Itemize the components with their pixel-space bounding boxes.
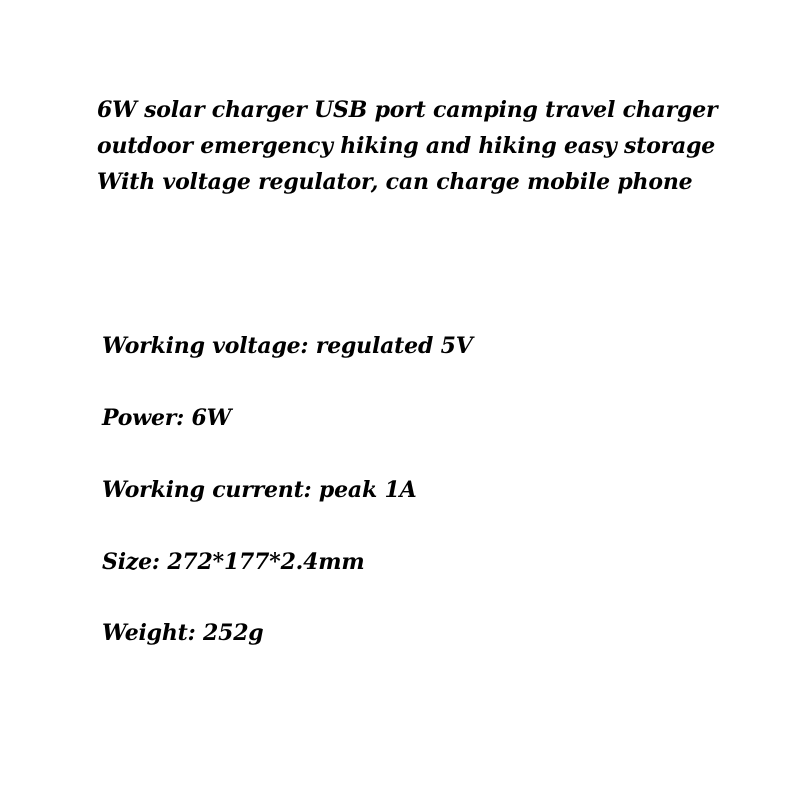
title-line: outdoor emergency hiking and hiking easy storage: [97, 133, 716, 159]
spec-working-current: Working current: peak 1A: [102, 477, 417, 503]
spec-weight: Weight: 252g: [102, 620, 264, 646]
product-title: [97, 92, 787, 200]
title-line: 6W solar charger USB port camping travel charger: [97, 97, 718, 123]
spec-working-voltage: Working voltage: regulated 5V: [102, 333, 473, 359]
spec-size: Size: 272*177*2.4mm: [102, 549, 365, 575]
spec-power: Power: 6W: [102, 405, 232, 431]
title-line: With voltage regulator, can charge mobile phone: [97, 169, 693, 195]
